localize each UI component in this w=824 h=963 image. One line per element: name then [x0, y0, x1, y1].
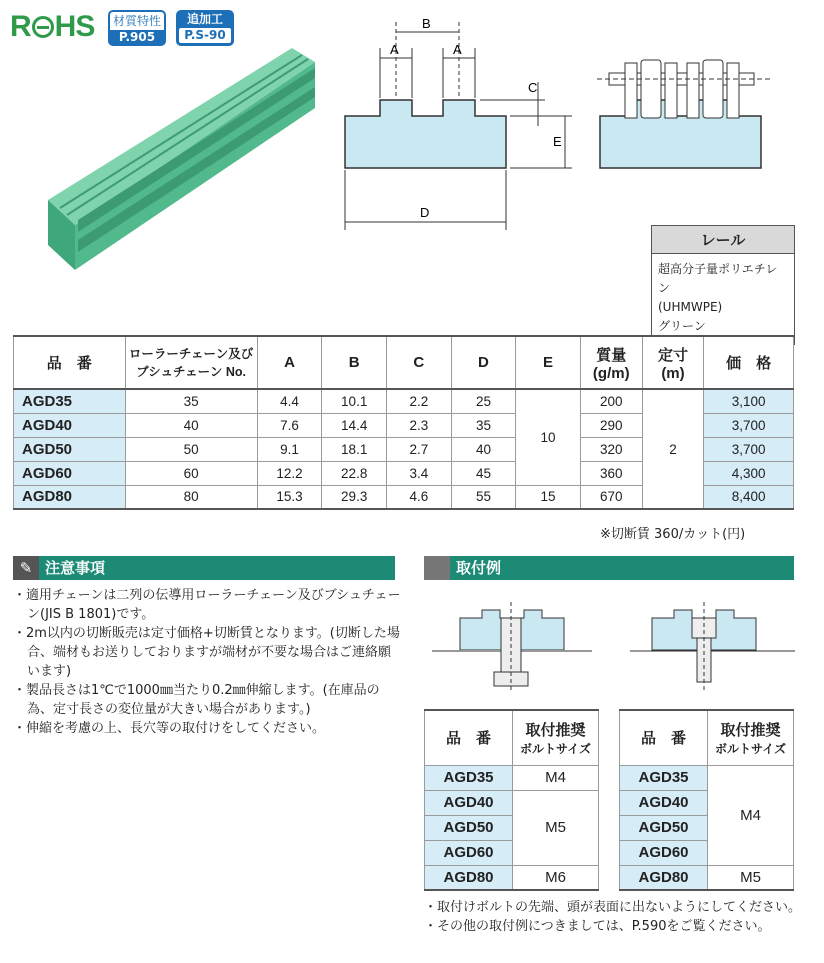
caution-header [13, 556, 395, 580]
bolt-code: AGD80 [425, 865, 513, 890]
row-chain: 35 [125, 389, 257, 413]
pencil-icon: ✎ [13, 556, 39, 580]
header-weight-line2: (g/m) [592, 364, 630, 382]
row-d: 40 [451, 437, 516, 461]
row-d: 55 [451, 485, 516, 509]
row-a: 4.4 [257, 389, 322, 413]
dim-a-left-label: A [390, 42, 399, 57]
dimension-diagram [340, 10, 585, 230]
table-row [425, 765, 599, 790]
rohs-o-icon [32, 16, 54, 38]
bolt-header-size [708, 710, 794, 765]
rail-color: グリーン [658, 319, 706, 333]
row-a: 12.2 [257, 461, 322, 485]
row-d: 25 [451, 389, 516, 413]
caution-item: ・適用チェーンは二列の伝導用ローラーチェーン及びブシュチェーン(JIS B 1801)です。 [13, 588, 401, 622]
row-code: AGD60 [14, 461, 126, 485]
bolt-header-line2: ボルトサイズ [519, 741, 592, 756]
caution-item: ・伸縮を考慮の上、長穴等の取付けをしてください。 [13, 721, 326, 736]
row-b: 10.1 [322, 389, 387, 413]
row-d: 45 [451, 461, 516, 485]
bolt-code: AGD50 [425, 815, 513, 840]
bolt-code: AGD35 [620, 765, 708, 790]
bolt-header-line1: 取付推奨 [525, 721, 586, 739]
mounting-note: ・その他の取付例につきましては、P.590をご覧ください。 [424, 919, 771, 934]
row-chain: 40 [125, 413, 257, 437]
header-e: E [516, 336, 581, 389]
row-weight: 670 [580, 485, 642, 509]
table-row [620, 765, 794, 790]
product-image [40, 40, 320, 275]
row-code: AGD50 [14, 437, 126, 461]
row-b: 22.8 [322, 461, 387, 485]
header-length-line1: 定寸 [657, 346, 688, 364]
row-c: 2.3 [387, 413, 452, 437]
row-c: 4.6 [387, 485, 452, 509]
row-code: AGD40 [14, 413, 126, 437]
row-d: 35 [451, 413, 516, 437]
bolt-size: M5 [708, 865, 794, 890]
mounting-note: ・取付けボルトの先端、頭が表面に出ないようにしてください。 [424, 900, 802, 915]
bolt-size: M6 [513, 865, 599, 890]
header-weight-line1: 質量 [596, 346, 627, 364]
bolt-header-line1: 取付推奨 [720, 721, 781, 739]
bolt-header-row [425, 710, 599, 765]
bolt-size: M4 [708, 765, 794, 865]
row-price: 3,700 [704, 413, 794, 437]
row-price: 8,400 [704, 485, 794, 509]
header-length [642, 336, 704, 389]
table-row [425, 790, 599, 815]
caution-title: 注意事項 [45, 559, 106, 577]
mounting-header [424, 556, 794, 580]
mounting-notes [424, 898, 801, 936]
bolt-size: M4 [513, 765, 599, 790]
header-a: A [257, 336, 322, 389]
row-weight: 200 [580, 389, 642, 413]
row-price: 3,700 [704, 437, 794, 461]
bolt-size: M5 [513, 790, 599, 865]
dim-c-label: C [528, 80, 538, 95]
row-chain: 50 [125, 437, 257, 461]
bolt-table-right [619, 709, 794, 891]
bolt-header-code: 品 番 [425, 710, 513, 765]
bolt-code: AGD80 [620, 865, 708, 890]
bolt-code: AGD35 [425, 765, 513, 790]
rohs-logo: R HS [10, 10, 95, 43]
row-a: 15.3 [257, 485, 322, 509]
row-weight: 360 [580, 461, 642, 485]
material-badge-label: 材質特性 [112, 14, 161, 28]
row-weight: 290 [580, 413, 642, 437]
rail-material: 超高分子量ポリエチレン [658, 262, 778, 295]
header-d: D [451, 336, 516, 389]
row-price: 4,300 [704, 461, 794, 485]
row-code: AGD35 [14, 389, 126, 413]
mounting-diagram-top-bolt [630, 598, 795, 693]
table-row [425, 865, 599, 890]
spec-header-row [14, 336, 794, 389]
row-e-last: 15 [516, 485, 581, 509]
row-chain: 60 [125, 461, 257, 485]
bolt-header-code: 品 番 [620, 710, 708, 765]
row-c: 2.2 [387, 389, 452, 413]
dim-d-label: D [420, 205, 430, 220]
row-a: 9.1 [257, 437, 322, 461]
header-length-line2: (m) [661, 364, 685, 382]
row-weight: 320 [580, 437, 642, 461]
row-c: 2.7 [387, 437, 452, 461]
rail-material-abbr: (UHMWPE) [658, 300, 723, 314]
row-length-merged: 2 [642, 389, 704, 509]
rail-material-box [651, 225, 795, 345]
dim-a-right-label: A [453, 42, 462, 57]
row-b: 29.3 [322, 485, 387, 509]
header-chain-line2: ブシュチェーン No. [136, 364, 246, 379]
caution-list [13, 586, 403, 738]
row-b: 14.4 [322, 413, 387, 437]
dim-b-label: B [422, 16, 431, 31]
header-price: 価 格 [704, 336, 794, 389]
bolt-table-left [424, 709, 599, 891]
caution-item: ・2m以内の切断販売は定寸価格+切断賃となります。(切断した場合、端材もお送りしておりますが端材が不要な場合はご連絡願います) [13, 626, 400, 679]
bolt-header-row [620, 710, 794, 765]
bolt-code: AGD60 [425, 840, 513, 865]
section-marker-icon [424, 556, 450, 580]
row-b: 18.1 [322, 437, 387, 461]
header-chain [125, 336, 257, 389]
mounting-diagram-bottom-bolt [432, 598, 592, 693]
bolt-code: AGD40 [620, 790, 708, 815]
cut-fee-note: ※切断賃 360/カット(円) [600, 527, 746, 542]
header-chain-line1: ローラーチェーン及び [128, 346, 254, 361]
row-code: AGD80 [14, 485, 126, 509]
dim-e-label: E [553, 134, 562, 149]
row-c: 3.4 [387, 461, 452, 485]
extra-process-page: P.S-90 [179, 28, 231, 43]
caution-item: ・製品長さは1℃で1000㎜当たり0.2㎜伸縮します。(在庫品の為、定寸長さの変位量が大きい場合があります。) [13, 683, 380, 717]
row-a: 7.6 [257, 413, 322, 437]
header-weight [580, 336, 642, 389]
bolt-code: AGD50 [620, 815, 708, 840]
spec-table [13, 335, 794, 510]
table-row [620, 865, 794, 890]
table-row [14, 389, 794, 413]
header-b: B [322, 336, 387, 389]
row-e-merged: 10 [516, 389, 581, 485]
bolt-header-line2: ボルトサイズ [714, 741, 787, 756]
bolt-header-size [513, 710, 599, 765]
mounting-title: 取付例 [456, 559, 502, 577]
row-chain: 80 [125, 485, 257, 509]
chain-on-rail-diagram [595, 55, 775, 175]
bolt-code: AGD40 [425, 790, 513, 815]
bolt-code: AGD60 [620, 840, 708, 865]
row-price: 3,100 [704, 389, 794, 413]
header-c: C [387, 336, 452, 389]
material-badge-page: P.905 [110, 30, 164, 45]
extra-process-label: 追加工 [186, 12, 223, 26]
header-code: 品 番 [14, 336, 126, 389]
rail-title: レール [652, 226, 794, 254]
